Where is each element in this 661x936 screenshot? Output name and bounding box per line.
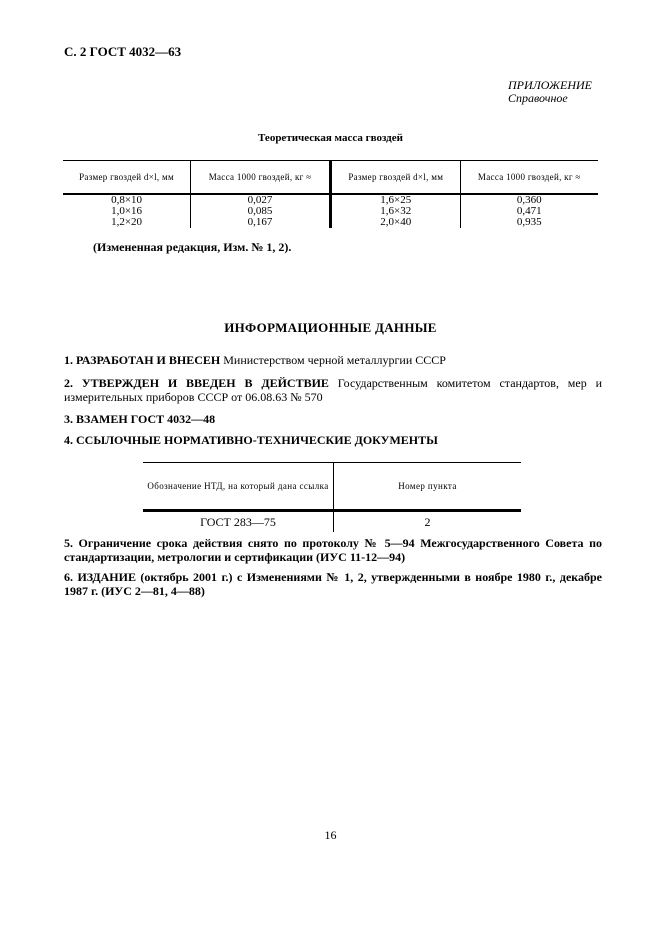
column-header: Масса 1000 гвоздей, кг ≈ [460, 161, 598, 195]
nail-mass-table [63, 160, 598, 228]
item-heading: 5. [64, 536, 73, 550]
reference-documents-table [143, 462, 521, 532]
info-item-6 [64, 570, 602, 598]
cell: 0,027 [191, 194, 331, 206]
cell: 2 [424, 514, 431, 529]
appendix-subtitle: Справочное [508, 91, 568, 105]
info-item-3 [64, 412, 602, 426]
info-item-1 [64, 353, 602, 367]
cell: 1,0×16 [63, 206, 191, 217]
cell: 1,6×32 [330, 206, 460, 217]
item-heading: 3. ВЗАМЕН ГОСТ 4032—48 [64, 412, 216, 426]
cell: 2,0×40 [330, 217, 460, 228]
cell: 0,8×10 [63, 194, 191, 206]
column-header: Номер пункта [334, 463, 522, 511]
appendix-title: ПРИЛОЖЕНИЕ [508, 78, 592, 92]
column-header: Размер гвоздей d×l, мм [63, 161, 191, 195]
item-heading: 2. УТВЕРЖДЕН И ВВЕДЕН В ДЕЙСТВИЕ [64, 376, 329, 390]
column-header: Обозначение НТД, на который дана ссылка [143, 463, 334, 511]
info-item-5 [64, 536, 602, 564]
cell: 1,2×20 [63, 217, 191, 228]
info-item-2 [64, 376, 602, 404]
table-title: Теоретическая масса гвоздей [258, 132, 403, 144]
column-header: Размер гвоздей d×l, мм [330, 161, 460, 195]
item-heading: 1. РАЗРАБОТАН И ВНЕСЕН [64, 353, 221, 367]
info-item-4 [64, 433, 602, 447]
item-text: Государственным комитетом стандартов, мер и измерительных приборов СССР от 06.08.63 № 570 [64, 376, 602, 404]
cell: 0,085 [191, 206, 331, 217]
item-heading: 4. ССЫЛОЧНЫЕ НОРМАТИВНО-ТЕХНИЧЕСКИЕ ДОКУМЕНТЫ [64, 433, 438, 447]
table-row [63, 217, 598, 228]
item-heading: 6. ИЗДАНИЕ [64, 570, 136, 584]
column-header: Масса 1000 гвоздей, кг ≈ [191, 161, 331, 195]
cell: 1,6×25 [330, 194, 460, 206]
cell: 0,360 [516, 194, 542, 206]
item-text: Ограничение срока действия снято по протоколу № 5—94 Межгосударственного Совета по стандартизации, метрологии и сертификации (ИУС 11-12—94) [64, 536, 602, 564]
table-row [143, 511, 521, 533]
revision-note: (Измененная редакция, Изм. № 1, 2). [93, 240, 292, 254]
appendix-label [508, 79, 592, 105]
page-number: 16 [324, 828, 337, 842]
cell: 0,167 [191, 217, 331, 228]
item-text: (октябрь 2001 г.) с Изменениями № 1, 2, утвержденными в ноябре 1980 г., декабре 1987 г. (ИУС 2—81, 4—88) [64, 570, 603, 598]
cell: 0,935 [516, 216, 542, 228]
page-header: С. 2 ГОСТ 4032—63 [64, 44, 182, 59]
cell: 0,471 [516, 205, 542, 217]
item-text: Министерством черной металлургии СССР [220, 353, 446, 367]
cell: ГОСТ 283—75 [143, 511, 334, 533]
section-title: ИНФОРМАЦИОННЫЕ ДАННЫЕ [224, 320, 437, 335]
